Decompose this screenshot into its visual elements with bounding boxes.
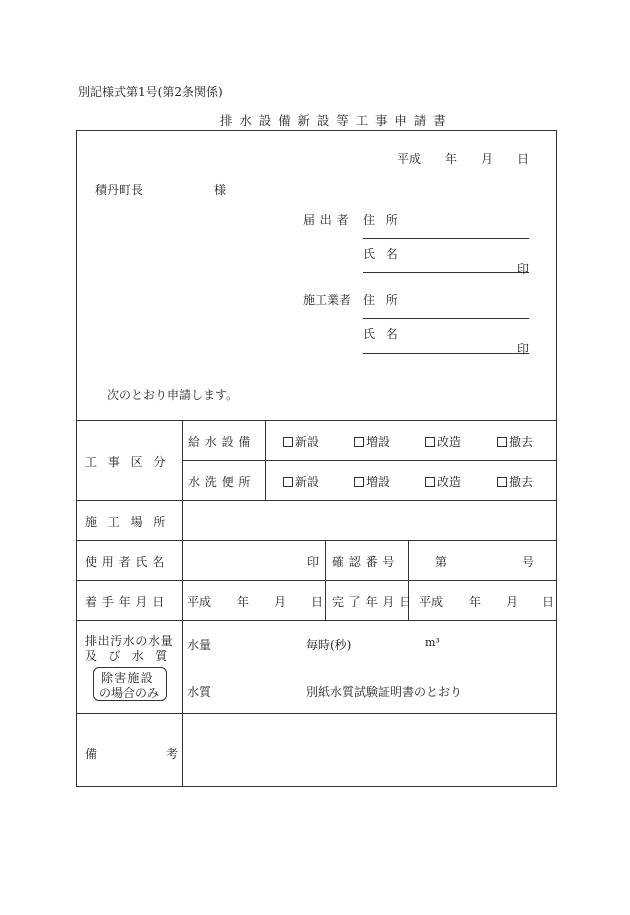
user-name-label: 使用者氏名: [85, 555, 170, 569]
checkbox-icon[interactable]: [354, 477, 364, 487]
discharge-label-1: 排出汚水の水量: [85, 634, 174, 648]
divider: [265, 420, 266, 500]
applicant-label: 届出者: [303, 213, 354, 227]
divider: [77, 580, 556, 581]
end-day: 日: [542, 595, 555, 609]
checkbox-icon[interactable]: [354, 437, 364, 447]
option-checkbox[interactable]: 新設: [283, 433, 319, 450]
applicant-name-label: 氏名: [363, 247, 409, 261]
end-date-label: 完了年月日: [332, 595, 417, 609]
checkbox-icon[interactable]: [425, 477, 435, 487]
confirm-number-label: 確認番号: [332, 555, 400, 569]
note-line-1: 除害施設: [101, 671, 154, 685]
checkbox-icon[interactable]: [283, 477, 293, 487]
checkbox-icon[interactable]: [425, 437, 435, 447]
option-checkbox[interactable]: 改造: [425, 433, 461, 450]
contractor-name-label: 氏名: [363, 327, 409, 341]
site-field[interactable]: [187, 502, 552, 538]
contractor-name-line[interactable]: [363, 353, 529, 354]
end-year: 年: [469, 595, 482, 609]
applicant-address-label: 住所: [363, 213, 409, 227]
checkbox-icon[interactable]: [497, 477, 507, 487]
construction-type-label: 工事区分: [85, 455, 177, 469]
option-checkbox[interactable]: 撤去: [497, 433, 533, 450]
quality-value: 別紙水質試験証明書のとおり: [306, 685, 463, 699]
remarks-label-last: 考: [166, 747, 179, 761]
applicant-address-line[interactable]: [363, 238, 529, 239]
style-note: 別記様式第1号(第2条関係): [78, 85, 223, 99]
contractor-address-line[interactable]: [363, 318, 529, 319]
divider: [77, 713, 556, 714]
divider: [77, 420, 556, 421]
contractor-label: 施工業者: [303, 293, 352, 307]
checkbox-icon[interactable]: [283, 437, 293, 447]
flush-toilet-label: 水洗便所: [188, 475, 256, 489]
start-date-label: 着手年月日: [85, 595, 170, 609]
option-checkbox[interactable]: 新設: [283, 473, 319, 490]
start-era: 平成: [187, 595, 212, 609]
option-checkbox[interactable]: 改造: [425, 473, 461, 490]
addressee: 積丹町長: [95, 183, 144, 197]
divider: [182, 420, 183, 786]
confirm-prefix: 第: [435, 555, 448, 569]
discharge-label-2: 及び水質: [85, 649, 179, 663]
divider: [77, 540, 556, 541]
divider: [325, 540, 326, 620]
water-supply-label: 給水設備: [188, 435, 256, 449]
date-field[interactable]: 平成 年 月 日: [397, 152, 530, 166]
option-checkbox[interactable]: 撤去: [497, 473, 533, 490]
addressee-suffix: 様: [214, 183, 227, 197]
statement: 次のとおり申請します。: [107, 388, 239, 402]
end-era: 平成: [419, 595, 444, 609]
volume-unit-2: m³: [425, 636, 440, 649]
remarks-field[interactable]: [187, 717, 552, 783]
option-checkbox[interactable]: 増設: [354, 473, 390, 490]
remarks-label-first: 備: [85, 747, 98, 761]
checkbox-icon[interactable]: [497, 437, 507, 447]
end-month: 月: [506, 595, 519, 609]
note-line-2: の場合のみ: [99, 686, 160, 700]
divider: [77, 500, 556, 501]
application-form: [76, 130, 557, 787]
start-month: 月: [274, 595, 287, 609]
applicant-name-line[interactable]: [363, 272, 529, 273]
form-title: 排水設備新設等工事申請書: [220, 113, 453, 128]
option-checkbox[interactable]: 増設: [354, 433, 390, 450]
start-day: 日: [311, 595, 324, 609]
contractor-address-label: 住所: [363, 293, 409, 307]
confirm-suffix: 号: [522, 555, 535, 569]
applicant-seal: 印: [517, 262, 530, 276]
divider: [77, 620, 556, 621]
contractor-seal: 印: [517, 342, 530, 356]
volume-label: 水量: [187, 638, 212, 652]
quality-label: 水質: [187, 685, 212, 699]
site-label: 施工場所: [85, 515, 177, 529]
divider: [182, 460, 556, 461]
user-seal: 印: [307, 555, 320, 569]
volume-unit: 毎時(秒): [306, 638, 352, 652]
start-year: 年: [237, 595, 250, 609]
